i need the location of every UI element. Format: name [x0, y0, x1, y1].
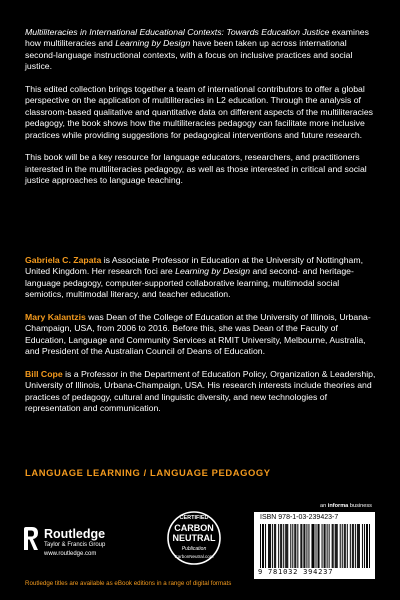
author-name: Bill Cope [25, 369, 63, 380]
book-description [25, 27, 377, 198]
author-bio: Gabriela C. Zapata is Associate Professor in Education at the University of Nottingham, United Kingdom. Her research foci are Learning by Design and second- and heritage-language pedagogy, computer-supported collaborative learning, multimodal social semiotics, multimodal literacy, and teacher education. [25, 255, 364, 300]
cn-publication: Publication [181, 546, 207, 552]
barcode-bars-icon [260, 524, 370, 568]
author-name: Gabriela C. Zapata [25, 255, 102, 265]
subject-category: LANGUAGE LEARNING / LANGUAGE PEDAGOGY [25, 467, 271, 478]
cn-certified: CERTIFIED [179, 515, 209, 521]
barcode [254, 512, 375, 579]
description-paragraph-3: This book will be a key resource for language educators, researchers, and practitioners interested in the multiliteracies pedagogy, as well as those interested in critical and social justice approaches to language teaching. [25, 152, 367, 186]
carbon-neutral-logo [150, 506, 238, 570]
isbn: ISBN 978-1-03-239423-7 [260, 514, 339, 521]
description-paragraph-2: This edited collection brings together a team of international contributors to offer a global perspective on the application of multiliteracies in L2 education. Through the analysis of classroom-based qualitative and quantitative data on different aspects of the multiliteracies pedagogy, the book shows how the multiliteracies pedagogy can facilitate more inclusive practices while providing suggestions for pedagogical interventions and future research. [25, 84, 374, 140]
informa-line: an informa business [320, 503, 372, 509]
routledge-mark-icon [22, 526, 40, 552]
book-title: Multiliteracies in International Educational Contexts: Towards Education Justice [25, 27, 330, 37]
author-name: Mary Kalantzis [25, 312, 86, 323]
author-bio: Mary Kalantzis was Dean of the College of Education at the University of Illinois, Urbana-Champaign, USA, from 2006 to 2016. Before this, she was Dean of the Faculty of Education, Language and Community Services at RMIT University, Melbourne, Australia, and President of the Australian Council of Deans of Education. [25, 312, 371, 357]
routledge-logo [22, 524, 142, 564]
publisher-group: Taylor & Francis Group [44, 542, 106, 548]
cn-carbon: CARBON [174, 523, 214, 533]
author-bio: Bill Cope is a Professor in the Department of Education Policy, Organization & Leadership, University of Illinois, Urbana-Champaign, USA. His research interests include theories and practices of pedagogy, cultural and linguistic diversity, and new technologies of representation and communication. [25, 369, 376, 414]
publisher-url: www.routledge.com [44, 551, 97, 557]
footer-note: Routledge titles are available as eBook editions in a range of digital formats [25, 580, 232, 587]
informa-brand: informa [327, 503, 349, 509]
description-paragraph-1: Multiliteracies in International Educational Contexts: Towards Education Justice examines how multiliteracies and Learning by Design have been taken up across international second-language instructional contexts, with a focus on inclusive practices and social justice. [25, 27, 369, 72]
author-bios [25, 255, 377, 426]
publisher-name: Routledge [44, 527, 106, 541]
cn-neutral: NEUTRAL [172, 533, 216, 543]
barcode-number: 9 781032 394237 [258, 568, 334, 576]
carbon-neutral-badge-icon [150, 506, 238, 570]
cn-site: CarbonNeutral.com [174, 554, 214, 559]
